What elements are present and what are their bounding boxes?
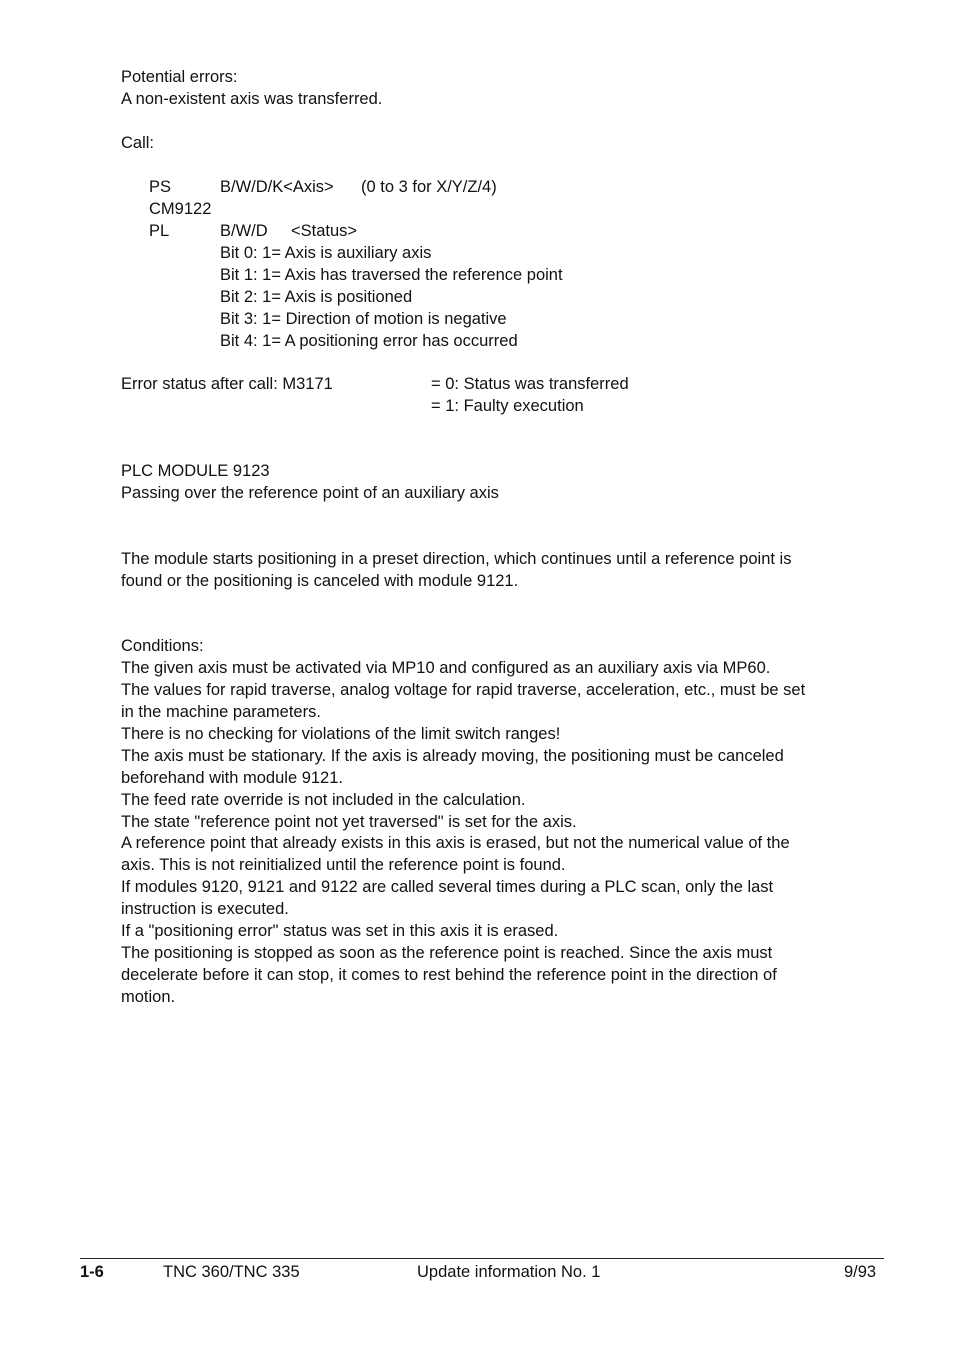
condition-line: beforehand with module 9121. [121,769,343,787]
call-op-pl: PL [149,222,170,240]
condition-line: There is no checking for violations of the limit switch ranges! [121,725,561,743]
conditions-heading: Conditions: [121,637,204,655]
footer-page-number: 1-6 [80,1263,104,1281]
call-op-ps: PS [149,178,172,196]
status-bit: Bit 0: 1= Axis is auxiliary axis [220,244,432,262]
condition-line: decelerate before it can stop, it comes to rest behind the reference point in the direction of [121,966,777,984]
error-status-value: = 1: Faulty execution [431,397,584,415]
call-heading: Call: [121,134,155,152]
call-note-ps: (0 to 3 for X/Y/Z/4) [361,178,497,196]
condition-line: The feed rate override is not included in the calculation. [121,791,526,809]
footer-doc-title: Update information No. 1 [417,1263,601,1281]
description-line: The module starts positioning in a preset direction, which continues until a reference point is [121,550,792,568]
condition-line: The axis must be stationary. If the axis is already moving, the positioning must be canceled [121,747,784,765]
status-bit: Bit 3: 1= Direction of motion is negative [220,310,507,328]
call-op-cm: CM9122 [149,200,212,218]
error-status-value: = 0: Status was transferred [431,375,629,393]
call-note-pl: <Status> [291,222,358,240]
module-title: PLC MODULE 9123 [121,462,270,480]
module-subtitle: Passing over the reference point of an auxiliary axis [121,484,499,502]
condition-line: The state "reference point not yet traversed" is set for the axis. [121,813,577,831]
status-bit: Bit 1: 1= Axis has traversed the reference point [220,266,563,284]
footer-rule [80,1258,884,1259]
footer-date: 9/93 [844,1263,877,1281]
call-arg-pl: B/W/D [220,222,268,240]
condition-line: The given axis must be activated via MP10 and configured as an auxiliary axis via MP60. [121,659,771,677]
condition-line: in the machine parameters. [121,703,321,721]
condition-line: The values for rapid traverse, analog voltage for rapid traverse, acceleration, etc., must be set [121,681,806,699]
condition-line: If a "positioning error" status was set in this axis it is erased. [121,922,559,940]
error-status-label: Error status after call: M3171 [121,375,333,393]
condition-line: A reference point that already exists in this axis is erased, but not the numerical value of the [121,834,790,852]
errors-text: A non-existent axis was transferred. [121,90,383,108]
description-line: found or the positioning is canceled with module 9121. [121,572,519,590]
condition-line: If modules 9120, 9121 and 9122 are called several times during a PLC scan, only the last [121,878,774,896]
footer-product: TNC 360/TNC 335 [163,1263,300,1281]
status-bit: Bit 4: 1= A positioning error has occurred [220,332,518,350]
condition-line: motion. [121,988,176,1006]
condition-line: The positioning is stopped as soon as the reference point is reached. Since the axis must [121,944,773,962]
errors-heading: Potential errors: [121,68,238,86]
condition-line: instruction is executed. [121,900,289,918]
call-arg-ps: B/W/D/K<Axis> [220,178,334,196]
status-bit: Bit 2: 1= Axis is positioned [220,288,413,306]
condition-line: axis. This is not reinitialized until the reference point is found. [121,856,566,874]
